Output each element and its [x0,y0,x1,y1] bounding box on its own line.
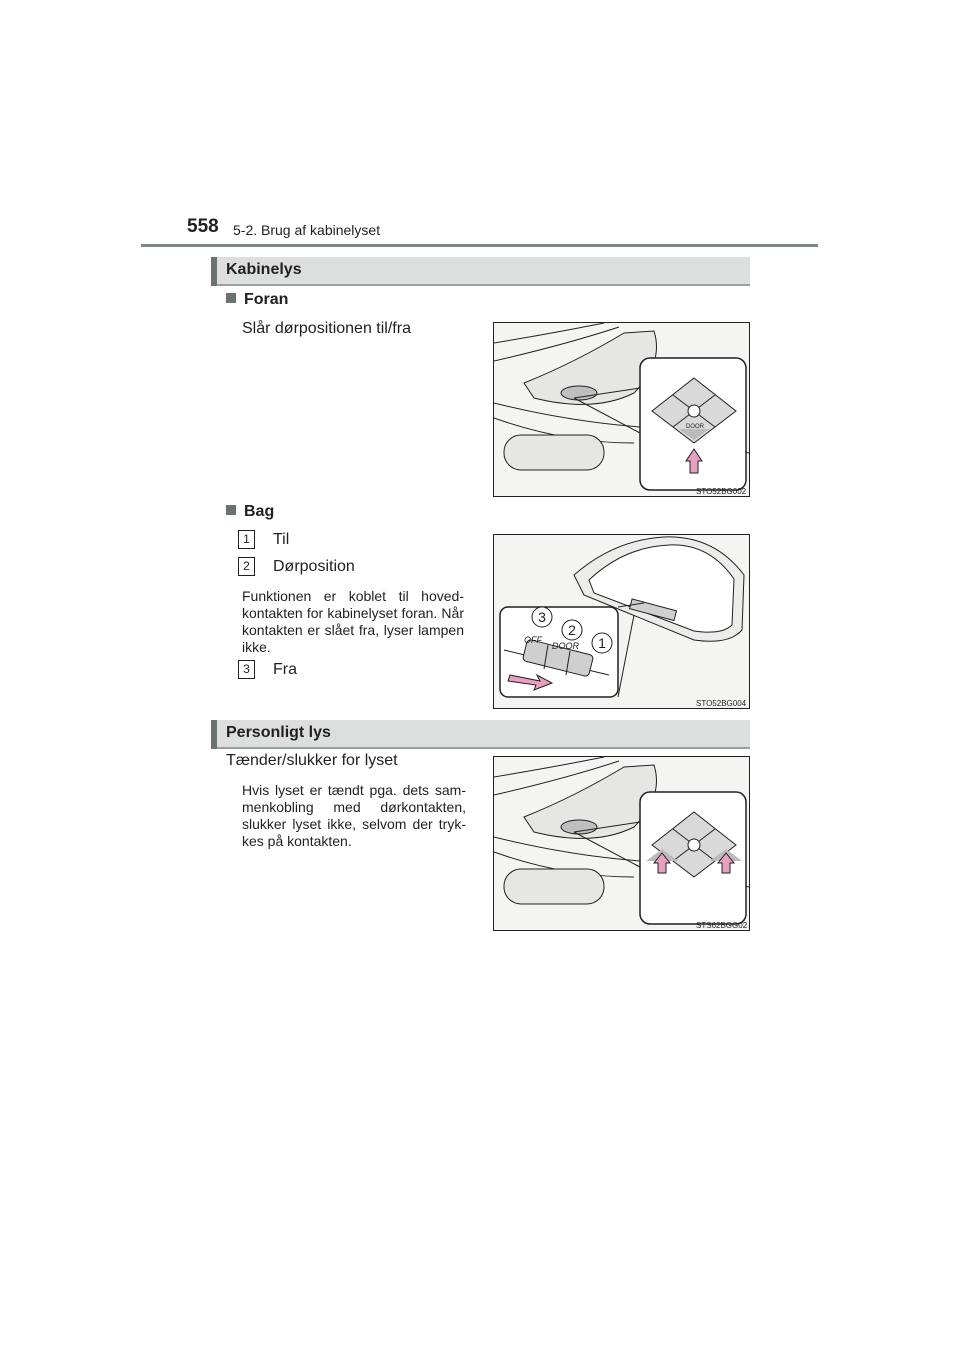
section-heading-personligt-lys [211,720,750,749]
front-description: Slår dørpositionen til/fra [242,320,411,337]
running-header: 5-2. Brug af kabinelyset [233,222,381,238]
header-rule [141,244,818,247]
figure-front-console [493,322,750,497]
section-accent [211,257,217,286]
page-number: 558 [187,216,219,237]
svg-text:2: 2 [568,622,576,638]
item-label-til: Til [273,531,290,548]
personal-light-note: Hvis lyset er tændt pga. dets sam-menkobling med dørkontakten, slukker lyset ikke, selvom der tryk-kes på kontakten. [242,782,466,849]
item-number-3: 3 [238,660,255,679]
item-number-1: 1 [238,530,255,549]
heading-bag: Bag [226,503,274,521]
section-title: Personligt lys [226,724,331,741]
figure-code: STO52BG002 [696,487,747,496]
switch-label-door: DOOR [686,424,704,430]
switch-label-off: OFF [524,635,542,645]
item-label-dorposition: Dørposition [273,558,355,575]
svg-text:1: 1 [598,635,606,651]
bullet-square-icon [226,505,236,515]
heading-foran: Foran [226,291,288,309]
figure-rear-lamp [493,534,750,709]
personal-light-description: Tænder/slukker for lyset [226,752,398,769]
section-accent [211,720,217,749]
figure-code: STO52BG004 [696,699,747,708]
bullet-square-icon [226,293,236,303]
section-heading-kabinelys [211,257,750,286]
figure-personal-lights [493,756,750,931]
item-number-2: 2 [238,557,255,576]
item-label-fra: Fra [273,661,297,678]
item-note-dorposition: Funktionen er koblet til hoved-kontakten for kabinelyset foran. Når kontakten er slået fra, lyser lampen ikke. [242,588,464,655]
section-title: Kabinelys [226,261,302,278]
svg-text:3: 3 [538,609,546,625]
switch-label-door: DOOR [552,641,579,651]
figure-code: STS62BGG02 [696,921,748,930]
